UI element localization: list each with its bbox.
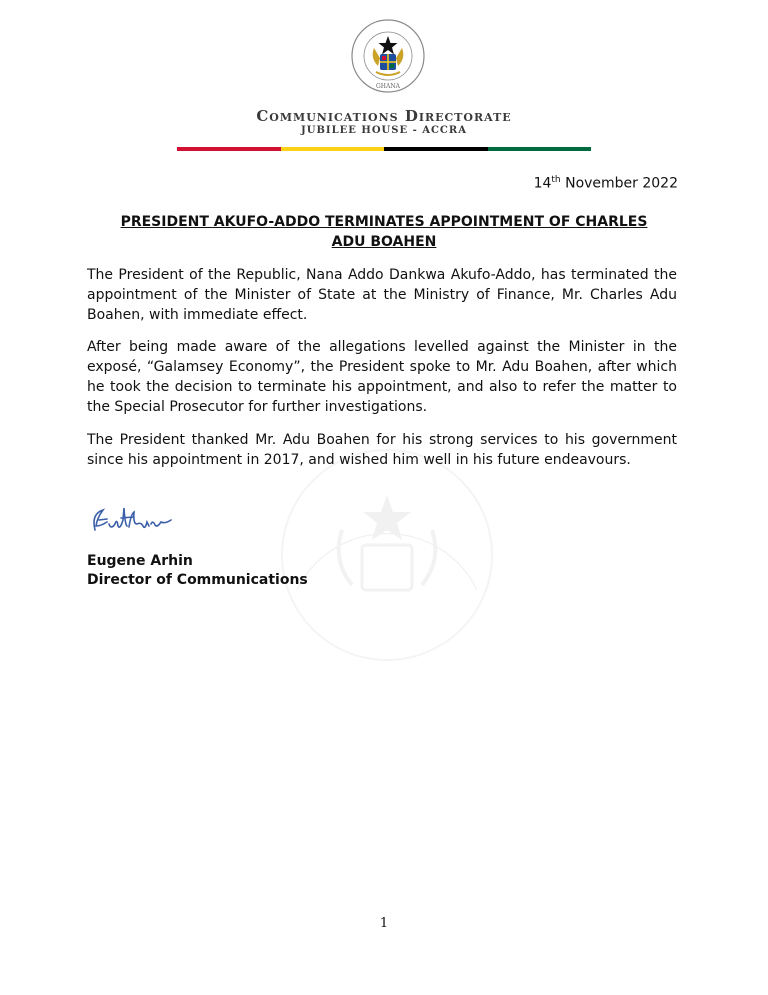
body-paragraph: The President of the Republic, Nana Addo Dankwa Akufo-Addo, has terminated the appointment of the Minister of State at the Ministry of Finance, Mr. Charles Adu Boahen, with immediate effect. [87, 267, 677, 323]
signer-title: Director of Communications [87, 572, 308, 588]
signer-name: Eugene Arhin [87, 553, 193, 569]
flag-stripe-red [177, 147, 281, 151]
page-number: 1 [379, 916, 389, 931]
svg-text:GHANA: GHANA [376, 83, 400, 90]
flag-stripe-green [488, 147, 592, 151]
date-day: 14 [533, 175, 552, 192]
handwritten-signature [87, 500, 187, 545]
letter-date [534, 175, 678, 192]
date-month-year: November 2022 [560, 175, 678, 192]
body-paragraph: After being made aware of the allegations levelled against the Minister in the exposé, “Galamsey Economy”, the President spoke to Mr. Adu Boahen, after which he took the decision to terminate his appointment, and also to refer the matter to the Special Prosecutor for further investigations. [87, 339, 677, 415]
seal-watermark-icon [262, 440, 512, 670]
directorate-title: Communications Directorate [256, 107, 512, 125]
body-paragraph: The President thanked Mr. Adu Boahen for his strong services to his government since his appointment in 2017, and wished him well in his future endeavours. [87, 432, 677, 468]
press-release-headline: PRESIDENT AKUFO-ADDO TERMINATES APPOINTMENT OF CHARLES ADU BOAHEN [120, 214, 648, 250]
flag-color-bar [177, 147, 591, 151]
date-suffix: th [551, 175, 561, 185]
directorate-location: JUBILEE HOUSE - ACCRA [301, 125, 467, 136]
presidential-seal-icon [350, 18, 426, 94]
flag-stripe-black [384, 147, 488, 151]
flag-stripe-gold [281, 147, 385, 151]
